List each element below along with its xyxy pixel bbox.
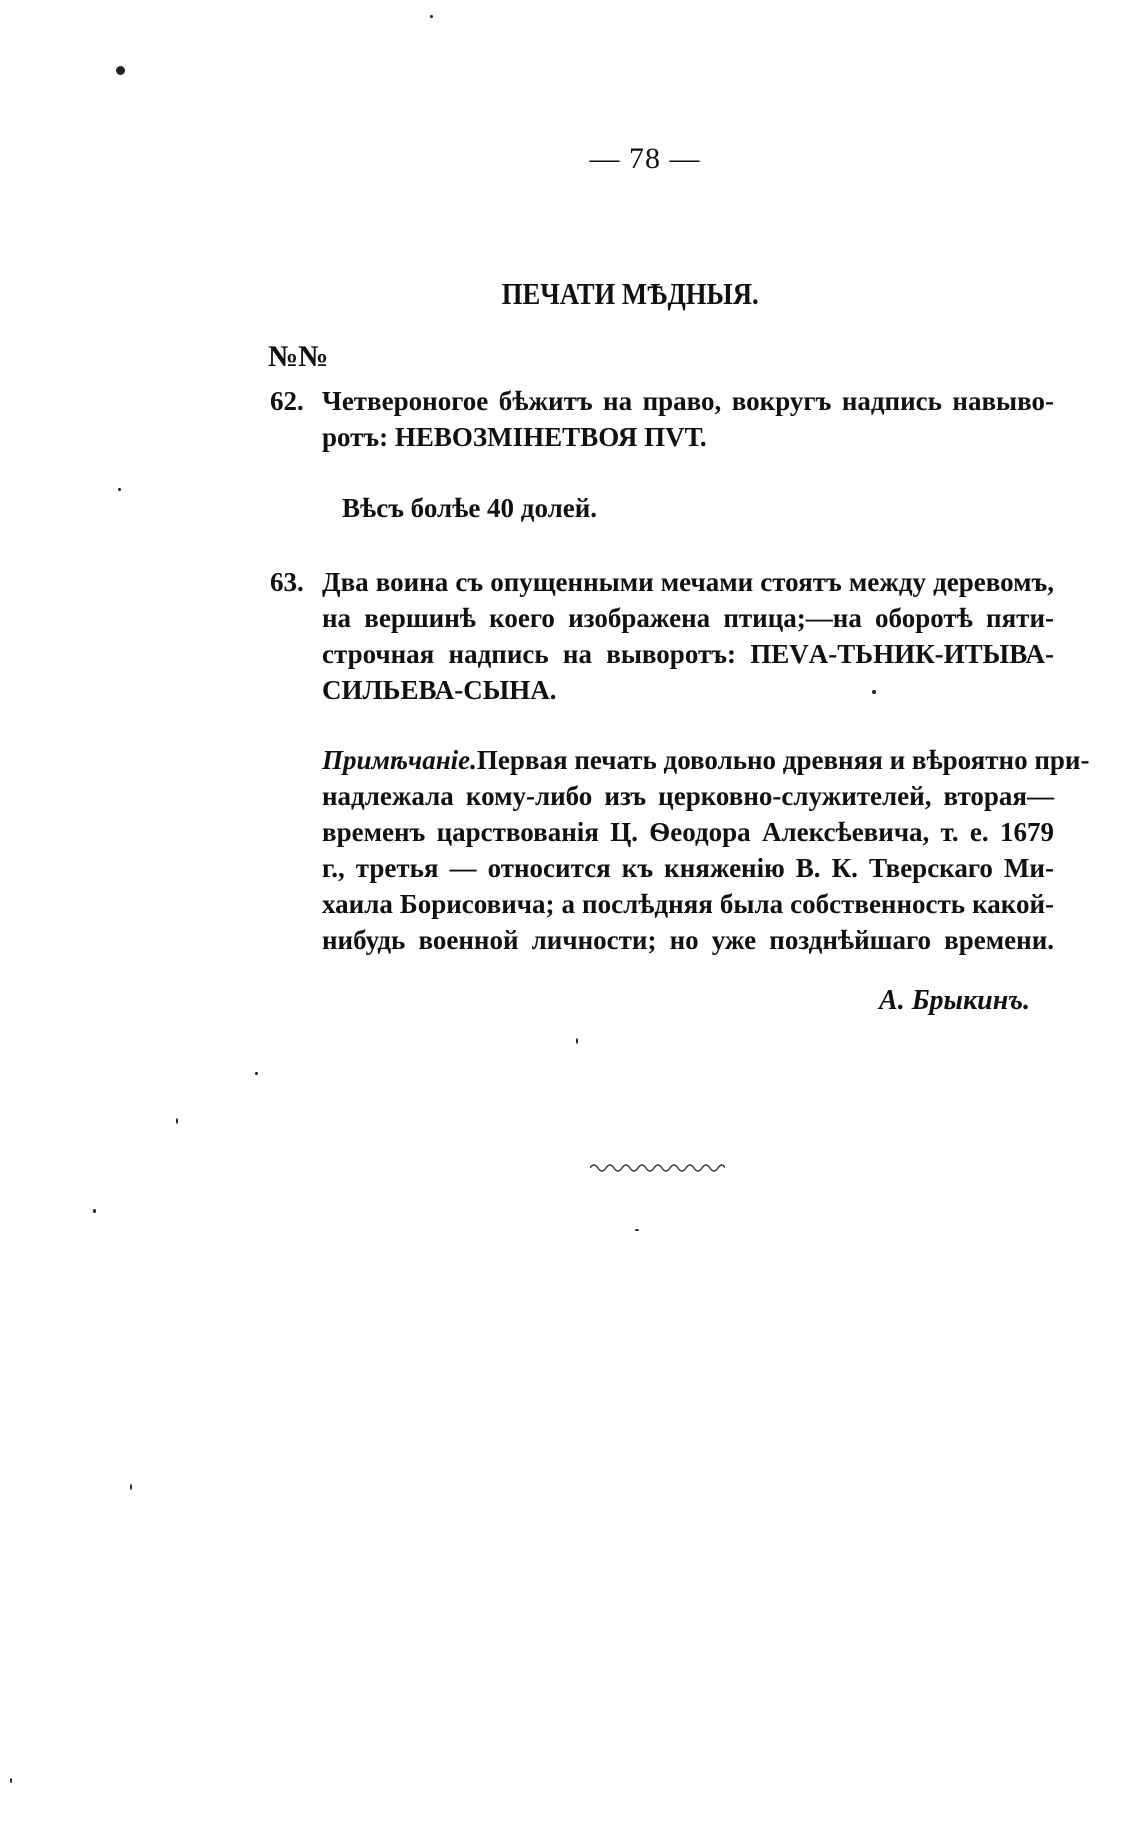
scan-speck bbox=[255, 1072, 258, 1075]
scan-speck bbox=[130, 1484, 132, 1490]
entry-63 bbox=[270, 564, 1054, 708]
weight-62-text: Вѣсъ болѣе 40 долей. bbox=[342, 493, 598, 523]
wavy-divider bbox=[590, 1162, 725, 1174]
section-title: ПЕЧАТИ МѢДНЫЯ. bbox=[501, 276, 759, 311]
note-line-2: надлежала кому-либо изъ церковно-служителей, вторая— bbox=[322, 781, 1054, 811]
entry-63-line-1-text: Два воина съ опущенными мечами стоятъ между деревомъ, bbox=[322, 567, 1054, 597]
entry-63-line-3: строчная надпись на выворотъ: ПЕVА-ТЬНИК-ИТЫВА- bbox=[322, 639, 1054, 669]
note-line-4: г., третья — относится къ княженію В. К. Тверскаго Ми- bbox=[322, 853, 1054, 883]
scan-speck bbox=[118, 488, 121, 491]
scan-speck bbox=[116, 66, 125, 75]
entry-62-line-1-text: Четвероногое бѣжитъ на право, вокругъ надпись навыво- bbox=[322, 386, 1054, 416]
entry-63-line-4: СИЛЬЕВА-СЫНА. bbox=[322, 675, 557, 705]
entry-62-line-1 bbox=[270, 383, 1054, 419]
scan-speck bbox=[93, 1209, 96, 1213]
note-label: Примѣчаніе. bbox=[322, 745, 477, 775]
entry-63-number: 63. bbox=[270, 567, 304, 597]
note-line-1 bbox=[270, 742, 1090, 778]
page-number: — 78 — bbox=[589, 142, 701, 175]
note-line-1-text: Первая печать довольно древняя и вѣроятно при- bbox=[476, 745, 1090, 775]
entry-62-number: 62. bbox=[270, 386, 304, 416]
scan-speck bbox=[430, 15, 433, 18]
scan-speck bbox=[576, 1038, 578, 1044]
scan-speck bbox=[10, 1778, 12, 1783]
entry-63-line-2: на вершинѣ коего изображена птица;—на оборотѣ пяти- bbox=[322, 603, 1054, 633]
scan-speck bbox=[635, 1229, 639, 1231]
weight-62 bbox=[270, 490, 1054, 526]
note-line-5: хаила Борисовича; а послѣдняя была собственность какой- bbox=[322, 889, 1054, 919]
note bbox=[270, 742, 1090, 958]
scan-speck bbox=[872, 690, 876, 694]
numero-sign: №№ bbox=[268, 340, 329, 373]
wavy-divider-line bbox=[590, 1165, 725, 1171]
entry-62 bbox=[270, 383, 1054, 455]
note-line-6: нибудь военной личности; но уже позднѣйшаго времени. bbox=[322, 925, 1054, 955]
signature: А. Брыкинъ. bbox=[879, 985, 1030, 1016]
entry-62-line-2: ротъ: НЕВОЗМІНЕТВОЯ ПVТ. bbox=[322, 422, 707, 452]
note-line-3: временъ царствованія Ц. Ѳеодора Алексѣевича, т. е. 1679 bbox=[322, 817, 1054, 847]
scan-speck bbox=[176, 1118, 178, 1124]
entry-63-line-1 bbox=[270, 564, 1054, 600]
